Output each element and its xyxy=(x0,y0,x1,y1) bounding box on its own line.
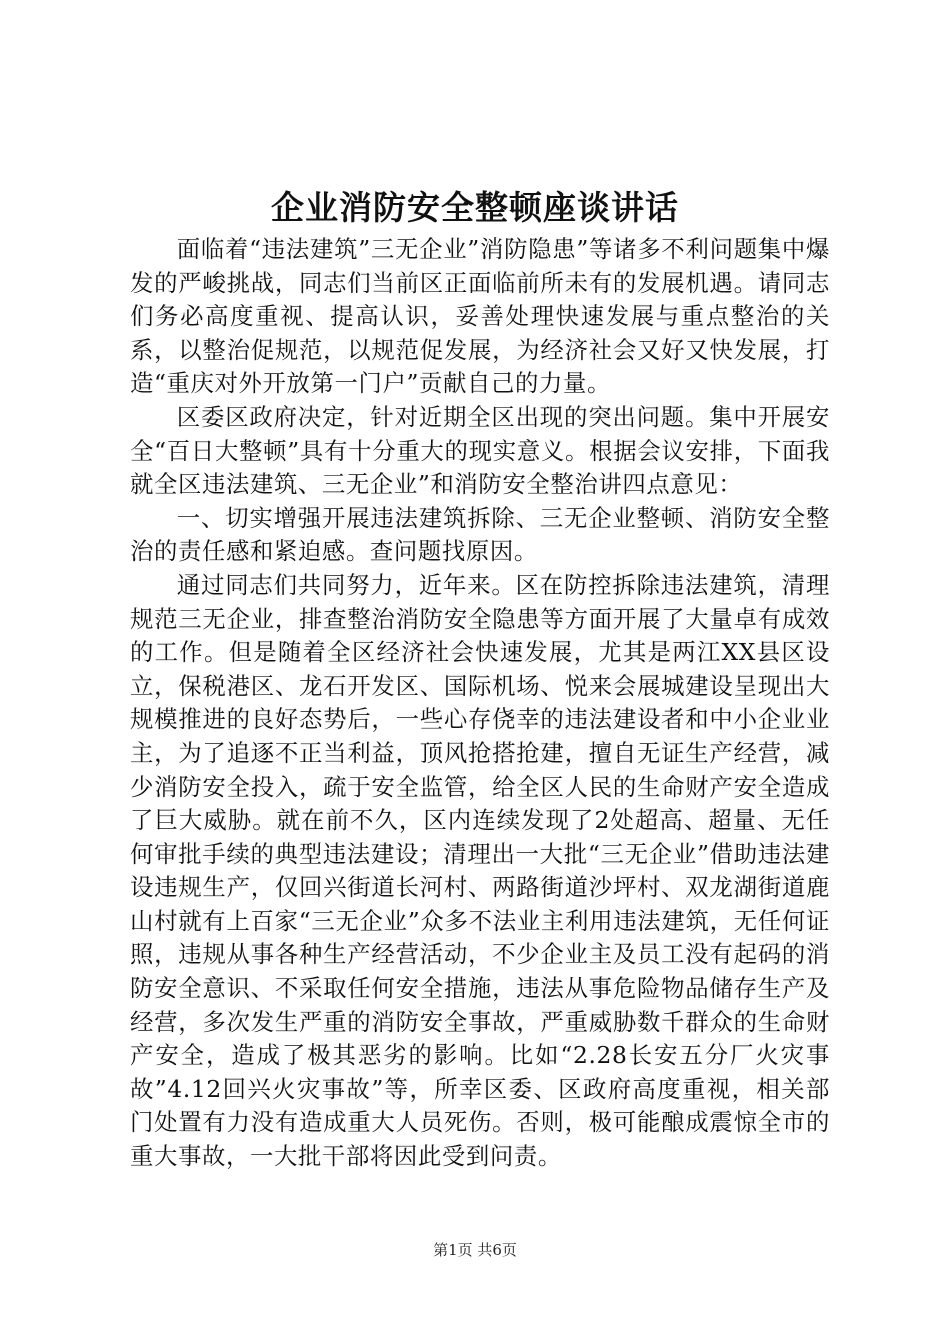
document-title: 企业消防安全整顿座谈讲话 xyxy=(271,188,679,227)
paragraph-1: 面临着“违法建筑”三无企业”消防隐患”等诸多不利问题集中爆发的严峻挑战，同志们当前区正面临前所未有的发展机遇。请同志们务必高度重视、提高认识，妥善处理快速发展与重点整治的关系，以整治促规范，以规范促发展，为经济社会又好又快发展，打造“重庆对外开放第一门户”贡献自己的力量。 xyxy=(130,235,830,398)
paragraph-3: 一、切实增强开展违法建筑拆除、三无企业整顿、消防安全整治的责任感和紧迫感。查问题找原因。 xyxy=(130,503,830,566)
document-body xyxy=(130,233,830,1174)
paragraph-2: 区委区政府决定，针对近期全区出现的突出问题。集中开展安全“百日大整顿”具有十分重大的现实意义。根据会议安排，下面我就全区违法建筑、三无企业”和消防安全整治讲四点意见： xyxy=(130,402,830,499)
paragraph-4: 通过同志们共同努力，近年来。区在防控拆除违法建筑，清理规范三无企业，排查整治消防安全隐患等方面开展了大量卓有成效的工作。但是随着全区经济社会快速发展，尤其是两江XX县区设立，保税港区、龙石开发区、国际机场、悦来会展城建设呈现出大规模推进的良好态势后，一些心存侥幸的违法建设者和中小企业业主，为了追逐不正当利益，顶风抢搭抢建，擅自无证生产经营，减少消防安全投入，疏于安全监管，给全区人民的生命财产安全造成了巨大威胁。就在前不久，区内连续发现了2处超高、超量、无任何审批手续的典型违法建设；清理出一大批“三无企业”借助违法建设违规生产，仅回兴街道长河村、两路街道沙坪村、双龙湖街道鹿山村就有上百家“三无企业”众多不法业主利用违法建筑，无任何证照，违规从事各种生产经营活动，不少企业主及员工没有起码的消防安全意识、不采取任何安全措施，违法从事危险物品储存生产及经营，多次发生严重的消防安全事故，严重威胁数千群众的生命财产安全，造成了极其恶劣的影响。比如“2.28长安五分厂火灾事故”4.12回兴火灾事故”等，所幸区委、区政府高度重视，相关部门处置有力没有造成重大人员死伤。否则，极可能酿成震惊全市的重大事故，一大批干部将因此受到问责。 xyxy=(130,570,830,1171)
page-footer: 第1页 共6页 xyxy=(433,1241,517,1259)
